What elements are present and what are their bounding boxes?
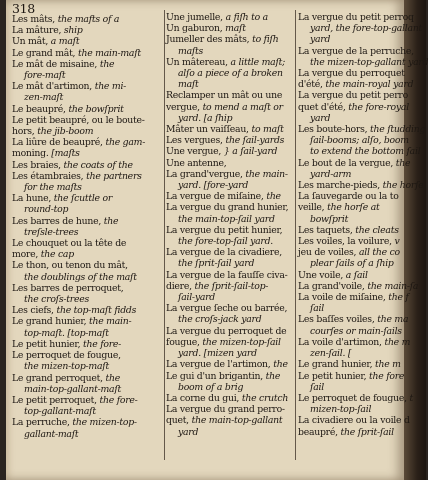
entry-line — [166, 158, 294, 169]
english-gloss: the f — [388, 292, 409, 304]
english-gloss: the main-top-ſail yard — [178, 213, 275, 225]
english-gloss: the ſcuttle or — [53, 193, 113, 205]
entry-line — [166, 314, 294, 325]
entry-line — [12, 81, 164, 92]
english-gloss: a fiſh to a — [225, 12, 268, 23]
entry-line — [12, 104, 164, 115]
entry-line — [12, 182, 164, 193]
french-term: La vergue de l'artimon, — [166, 359, 274, 371]
french-term: La voile de miſaine, — [298, 292, 389, 304]
entry-line — [298, 214, 410, 225]
french-term: beaupré, — [298, 426, 341, 438]
english-gloss: the croſs-trees — [24, 294, 89, 306]
english-gloss: the horſe at — [327, 202, 380, 214]
english-gloss: yard — [310, 112, 331, 124]
english-gloss: the jib-boom — [37, 126, 94, 138]
english-gloss: the ſail-yards — [225, 135, 285, 147]
entry-line — [166, 371, 294, 382]
english-gloss: zen-maſt — [24, 92, 64, 104]
french-term: La mâture, — [12, 25, 64, 37]
entry-line — [166, 79, 294, 90]
entry-line — [12, 249, 164, 260]
english-gloss: the mizen-top-gallant yard — [310, 56, 428, 68]
french-term: Le grand hunier, — [12, 316, 89, 328]
english-gloss: the m — [384, 336, 411, 348]
entry-line — [166, 57, 294, 68]
french-term: La corne du gui, — [166, 392, 242, 404]
column-rule-left — [164, 10, 165, 460]
french-term: Le mât de misaine, — [12, 58, 100, 70]
french-term: Le petit perroquet, — [12, 394, 100, 406]
english-gloss: the — [273, 359, 288, 371]
column-rule-right — [295, 10, 296, 460]
entry-line — [12, 294, 164, 305]
entry-line — [166, 124, 294, 135]
english-gloss: the mizen-top-ſail — [202, 336, 281, 348]
entry-line — [166, 348, 294, 359]
english-gloss: [maſts — [51, 148, 80, 160]
french-term: Les voiles, la voilure, — [298, 236, 395, 248]
entry-line — [298, 382, 410, 393]
french-term: La ſauvegarde ou la to — [298, 191, 399, 203]
entry-line — [298, 169, 410, 180]
french-term: more, — [12, 249, 41, 261]
english-gloss: a maſt — [50, 36, 80, 48]
english-gloss: the mafts of a — [57, 14, 120, 25]
entry-line — [298, 314, 410, 325]
entry-line — [298, 158, 410, 169]
english-gloss: maſts — [178, 45, 204, 57]
english-gloss: ſail — [310, 303, 324, 315]
entry-line — [166, 359, 294, 370]
english-gloss: for the maſts — [24, 182, 82, 194]
french-term: La vergue du petit perro — [298, 90, 408, 102]
entry-line — [298, 12, 414, 23]
column-middle — [166, 12, 294, 438]
entry-line — [166, 225, 294, 236]
french-term: Un mâtereau, — [166, 56, 231, 68]
english-gloss: boom of a brig — [178, 381, 244, 393]
english-gloss: yard. [fore-yard — [178, 180, 249, 192]
english-gloss: the main-royal yard — [325, 79, 414, 91]
entry-line — [166, 281, 294, 292]
english-gloss: the cleats — [355, 224, 399, 236]
entry-line — [12, 238, 164, 249]
english-gloss: bowſprit — [310, 213, 349, 225]
french-term: Une jumelle, — [166, 12, 226, 23]
french-term: Les ciefs, — [12, 305, 57, 317]
english-gloss: ſail — [310, 381, 324, 393]
english-gloss: zen-ſail. [ — [310, 348, 352, 360]
english-gloss: the top-maſt fidds — [56, 305, 137, 317]
french-term: Une antenne, — [166, 157, 227, 169]
entry-line — [12, 339, 164, 350]
entry-line — [166, 46, 294, 57]
entry-line — [298, 90, 410, 101]
english-gloss: the partners — [86, 170, 142, 182]
english-gloss: to maſt — [251, 124, 284, 136]
entry-line — [298, 102, 410, 113]
english-gloss: the — [99, 58, 115, 70]
entry-line — [298, 392, 413, 404]
english-gloss: yard, the fore-top-gallant — [310, 23, 423, 35]
entry-line — [298, 280, 419, 292]
entry-line — [298, 45, 414, 57]
french-term: Le grand hunier, — [298, 359, 375, 371]
entry-line — [12, 429, 164, 440]
entry-line — [298, 135, 410, 146]
entry-line — [166, 236, 294, 247]
french-term: La vergue ſeche ou barrée, — [166, 303, 288, 315]
english-gloss: the main-top-gallant — [191, 415, 283, 427]
english-gloss: the main-maſt — [77, 47, 141, 59]
entry-line — [298, 34, 410, 45]
entry-line — [298, 348, 410, 359]
french-term: vergue, — [166, 101, 203, 113]
french-term: Mâter un vaiſſeau, — [166, 124, 252, 136]
english-gloss: the — [103, 215, 119, 227]
entry-line — [166, 393, 294, 404]
french-term: Reclamper un mât ou une — [166, 90, 283, 102]
entry-line — [12, 92, 164, 103]
entry-line — [12, 328, 164, 339]
entry-line — [298, 404, 410, 415]
english-gloss: ſail-booms; alſo, boom — [310, 135, 409, 147]
english-gloss: fore-maſt — [24, 70, 66, 82]
english-gloss: ſail-yard — [178, 292, 216, 304]
french-term: Les barres de perroquet, — [12, 282, 124, 294]
entry-line — [298, 427, 410, 438]
entry-line — [166, 247, 294, 258]
entry-line — [298, 326, 410, 337]
english-gloss: courſes or main-ſails — [310, 325, 402, 337]
entry-line — [12, 373, 164, 384]
french-term: hors, — [12, 126, 38, 138]
entry-line — [166, 258, 294, 269]
entry-line — [12, 36, 164, 47]
english-gloss: the crutch — [241, 392, 289, 404]
english-gloss: the croſs-jack yard — [178, 314, 262, 326]
french-term: Le mât d'artimon, — [12, 81, 95, 93]
english-gloss: the fore-royal — [348, 101, 409, 113]
entry-line — [12, 260, 164, 271]
french-term: Le petit hunier, — [298, 370, 370, 382]
english-gloss: alſo a piece of a broken — [178, 68, 283, 80]
french-term: La vergue du perroquet — [298, 68, 405, 80]
french-term: Le perroquet de fougue, — [298, 392, 410, 404]
french-term: Les baſſes voiles, — [298, 314, 378, 326]
entry-line — [12, 361, 164, 372]
french-term: diere, — [166, 280, 195, 292]
french-term: La vergue du grand hunier, — [166, 202, 289, 214]
entry-line — [12, 48, 164, 59]
english-gloss: the bowſprit — [68, 103, 124, 115]
french-term: La hune, — [12, 193, 54, 205]
french-term: Les taquets, — [298, 224, 356, 236]
english-gloss: the — [395, 157, 411, 169]
entry-line — [166, 113, 294, 124]
entry-line — [166, 382, 294, 393]
english-gloss: a little maſt; — [230, 56, 286, 68]
entry-line — [298, 113, 410, 124]
entry-line — [12, 193, 164, 204]
french-term: Le petit beaupré, ou le boute- — [12, 114, 145, 126]
entry-line — [12, 204, 164, 215]
entry-line — [12, 171, 164, 182]
french-term: Une vergue, — [166, 146, 224, 158]
french-term: La vergue de miſaine, — [166, 191, 267, 203]
entry-line — [166, 34, 294, 45]
entry-line — [298, 23, 423, 35]
english-gloss: yard — [178, 426, 199, 438]
french-term: La grand'vergue, — [166, 168, 246, 180]
entry-line — [298, 236, 410, 247]
english-gloss: t — [409, 392, 413, 404]
entry-line — [12, 272, 164, 283]
entry-line — [298, 303, 410, 314]
english-gloss: treſsle-trees — [24, 226, 79, 238]
french-term: Le grand mât, — [12, 47, 78, 59]
english-gloss: the mi- — [94, 81, 127, 93]
english-gloss: main-top-gallant-maſt — [24, 383, 122, 395]
entry-line — [166, 404, 294, 415]
french-term: La vergue de la perruche, — [298, 45, 414, 57]
english-gloss: the coats of the — [63, 159, 133, 171]
english-gloss: ship — [63, 25, 83, 37]
english-gloss: the ſprit-ſail — [340, 426, 394, 438]
entry-line — [12, 417, 164, 428]
english-gloss: the fore — [369, 370, 405, 382]
english-gloss: mizen-top-ſail — [310, 404, 372, 416]
entry-line — [166, 214, 294, 225]
english-gloss: a ſail — [345, 269, 368, 281]
french-term: Les étambraies, — [12, 170, 87, 182]
entry-line — [298, 270, 410, 281]
book-page — [6, 0, 428, 480]
french-term: Les mâts, — [12, 14, 58, 25]
entry-line — [298, 247, 410, 258]
english-gloss: to mend a maſt or — [202, 101, 283, 113]
french-term: Le beaupré, — [12, 103, 69, 115]
english-gloss: the main- — [88, 316, 132, 328]
entry-line — [298, 56, 428, 68]
english-gloss: the ſprit-ſail yard — [178, 258, 255, 270]
entry-line — [166, 68, 294, 79]
entry-line — [298, 146, 421, 158]
french-term: quet d'été, — [298, 101, 349, 113]
french-term: La perruche, — [12, 417, 73, 429]
english-gloss: yard-arm — [310, 168, 352, 180]
entry-line — [12, 59, 164, 70]
entry-line — [166, 169, 294, 180]
entry-line — [12, 148, 164, 159]
entry-line — [12, 14, 164, 25]
french-term: fougue, — [166, 336, 203, 348]
entry-line — [298, 124, 426, 136]
english-gloss: the fore- — [99, 394, 138, 406]
entry-line — [298, 180, 424, 192]
french-term: Les boute-hors, — [298, 124, 371, 136]
french-term: Les braies, — [12, 159, 64, 171]
english-gloss: top-maſt. [top-maſt — [24, 327, 109, 339]
english-gloss: the cap — [40, 249, 74, 261]
english-gloss: gallant-maſt — [24, 428, 79, 440]
english-gloss: yard. [a ſhip — [178, 112, 233, 124]
french-term: Un gaburon, — [166, 23, 226, 35]
entry-line — [298, 359, 410, 370]
french-term: Le perroquet de fougue, — [12, 350, 121, 362]
french-term: Le petit hunier, — [12, 338, 84, 350]
english-gloss: round-top — [24, 204, 69, 216]
entry-line — [298, 337, 410, 348]
entry-line — [12, 305, 164, 316]
english-gloss: the mizen-top- — [72, 417, 137, 429]
french-term: jeu de voiles, — [298, 247, 359, 259]
entry-line — [298, 258, 410, 269]
french-term: Le thon, ou tenon du mât, — [12, 260, 128, 272]
entry-line — [166, 415, 294, 426]
entry-line — [12, 25, 164, 36]
entry-line — [166, 180, 294, 191]
french-term: La grand'voile, — [298, 280, 368, 292]
entry-line — [166, 102, 294, 113]
english-gloss: } a ſail-yard — [223, 146, 278, 158]
french-term: La voile d'artimon, — [298, 336, 385, 348]
english-gloss: the doublings of the maſt — [24, 271, 137, 283]
entry-line — [12, 283, 164, 294]
english-gloss: all the co — [358, 247, 400, 259]
entry-line — [12, 395, 164, 406]
french-term: Les barres de hune, — [12, 215, 104, 227]
entry-line — [12, 316, 164, 327]
french-term: Une voile, — [298, 269, 346, 281]
french-term: La civadiere ou la voile d — [298, 415, 410, 427]
entry-line — [166, 337, 294, 348]
french-term: La vergue du grand perro- — [166, 404, 285, 416]
english-gloss: plear ſails of a ſhip — [310, 258, 394, 270]
entry-line — [166, 303, 294, 314]
english-gloss: the — [265, 370, 281, 382]
entry-line — [298, 415, 410, 426]
entry-line — [298, 68, 410, 79]
entry-line — [166, 427, 294, 438]
entry-line — [298, 202, 410, 213]
english-gloss: yard — [310, 34, 331, 46]
entry-line — [12, 115, 164, 126]
entry-line — [166, 90, 294, 101]
english-gloss: the main- — [245, 168, 288, 180]
entry-line — [298, 79, 414, 91]
page-number: 318 — [12, 1, 35, 16]
entry-line — [12, 350, 164, 361]
entry-line — [298, 371, 410, 382]
english-gloss: top-gallant-maſt — [24, 406, 96, 418]
entry-line — [298, 292, 410, 303]
entry-line — [12, 216, 164, 227]
french-term: La vergue du petit perroq — [298, 12, 414, 23]
english-gloss: the ma — [377, 314, 409, 326]
english-gloss: the main-ſa — [367, 280, 419, 292]
english-gloss: v — [394, 236, 400, 248]
french-term: Les vergues, — [166, 135, 226, 147]
english-gloss: the ſprit-ſail-top- — [194, 280, 269, 292]
french-term: quet, — [166, 415, 192, 427]
french-term: Le bout de la vergue, — [298, 157, 396, 169]
entry-line — [12, 384, 164, 395]
french-term: Les marche-pieds, — [298, 180, 383, 192]
english-gloss: maſt — [225, 23, 246, 35]
english-gloss: the gam- — [105, 137, 146, 149]
column-left — [12, 14, 164, 440]
entry-line — [166, 23, 294, 34]
french-term: moning. — [12, 148, 52, 160]
english-gloss: the horſe — [382, 180, 424, 192]
entry-line — [166, 12, 294, 23]
entry-line — [12, 227, 164, 238]
entry-line — [166, 270, 294, 281]
entry-line — [166, 326, 294, 337]
english-gloss: to fiſh — [252, 34, 279, 46]
french-term: La vergue du petit hunier, — [166, 224, 283, 236]
english-gloss: the ſtudding — [370, 124, 426, 136]
french-term: veille, — [298, 202, 328, 214]
entry-line — [166, 292, 294, 303]
english-gloss: maſt — [178, 79, 199, 91]
entry-line — [166, 202, 294, 213]
english-gloss: the fore-top-ſail yard. — [178, 236, 274, 248]
entry-line — [166, 146, 294, 157]
french-term: La vergue de la fauſſe civa- — [166, 269, 288, 281]
english-gloss: the fore- — [83, 338, 122, 350]
entry-line — [12, 160, 164, 171]
french-term: Jumeller des mâts, — [166, 34, 253, 46]
column-right — [298, 12, 428, 438]
french-term: Le gui d'un brigantin, — [166, 370, 266, 382]
entry-line — [298, 225, 410, 236]
entry-line — [12, 137, 164, 148]
entry-line — [166, 191, 294, 202]
entry-line — [12, 70, 164, 81]
french-term: La vergue de la civadiere, — [166, 247, 282, 259]
english-gloss: to extend the bottom ſail — [310, 146, 421, 158]
english-gloss: the mizen-top-maſt — [24, 361, 109, 373]
entry-line — [166, 135, 294, 146]
french-term: Le grand perroquet, — [12, 372, 106, 384]
french-term: Un mât, — [12, 36, 51, 48]
english-gloss: the — [105, 372, 120, 384]
entry-line — [12, 406, 164, 417]
french-term: d'été, — [298, 79, 326, 91]
french-term: La vergue du perroquet de — [166, 325, 287, 337]
french-term: Le chouquet ou la tête de — [12, 238, 127, 250]
entry-line — [298, 191, 410, 202]
english-gloss: the — [266, 191, 281, 203]
french-term: La liûre de beaupré, — [12, 137, 106, 149]
entry-line — [12, 126, 164, 137]
english-gloss: yard. [mizen yard — [178, 348, 257, 360]
english-gloss: the m — [374, 359, 401, 371]
